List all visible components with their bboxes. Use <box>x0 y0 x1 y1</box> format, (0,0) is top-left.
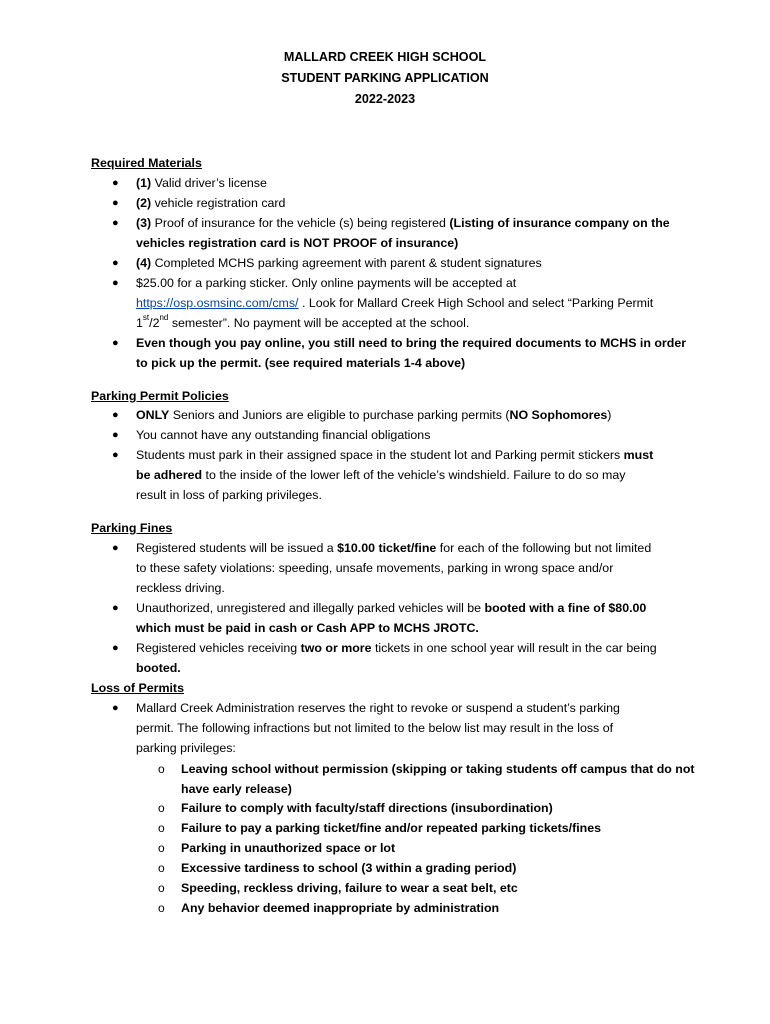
list-item: $25.00 for a parking sticker. Only online payments will be accepted at <box>136 276 517 290</box>
list-item: Registered students will be issued a $10.00 ticket/fine for each of the following but not limited <box>136 541 652 555</box>
sub-list-item: Any behavior deemed inappropriate by administration <box>181 901 500 915</box>
list-item: (1) Valid driver’s license <box>136 176 267 190</box>
sub-bullet-icon: o <box>158 881 165 895</box>
sub-list-item: Leaving school without permission (skipping or taking students off campus that do not <box>181 762 695 776</box>
list-item-continuation: https://osp.osmsinc.com/cms/ . Look for Mallard Creek High School and select “Parking Permit <box>136 296 654 310</box>
list-item: Registered vehicles receiving two or more tickets in one school year will result in the car being <box>136 641 657 655</box>
required-materials-heading: Required Materials <box>91 156 202 170</box>
fines-heading: Parking Fines <box>91 521 173 535</box>
payment-link[interactable]: https://osp.osmsinc.com/cms/ <box>136 296 299 310</box>
bullet-icon: ● <box>112 177 119 189</box>
bullet-icon: ● <box>112 337 119 349</box>
list-item-continuation: permit. The following infractions but not limited to the below list may result in the loss of <box>136 721 614 735</box>
school-name: MALLARD CREEK HIGH SCHOOL <box>283 50 487 64</box>
list-item: You cannot have any outstanding financial obligations <box>136 428 431 442</box>
sub-list-item: Excessive tardiness to school (3 within a grading period) <box>181 861 517 875</box>
sub-list-item: Parking in unauthorized space or lot <box>181 841 396 855</box>
bullet-icon: ● <box>112 277 119 289</box>
sub-bullet-icon: o <box>158 762 165 776</box>
bullet-icon: ● <box>112 197 119 209</box>
bullet-icon: ● <box>112 602 119 614</box>
list-item: Students must park in their assigned space in the student lot and Parking permit stickers must <box>136 448 654 462</box>
policies-heading: Parking Permit Policies <box>91 389 229 403</box>
list-item: (2) vehicle registration card <box>136 196 286 210</box>
bullet-icon: ● <box>112 409 119 421</box>
sub-bullet-icon: o <box>158 841 165 855</box>
list-item-continuation: reckless driving. <box>136 581 225 595</box>
bullet-icon: ● <box>112 449 119 461</box>
bullet-icon: ● <box>112 217 119 229</box>
school-year: 2022-2023 <box>354 92 416 106</box>
list-item: (3) Proof of insurance for the vehicle (s) being registered (Listing of insurance company on the <box>136 216 670 230</box>
sub-bullet-icon: o <box>158 821 165 835</box>
bullet-icon: ● <box>112 642 119 654</box>
sub-list-item: Failure to comply with faculty/staff directions (insubordination) <box>181 801 553 815</box>
sub-bullet-icon: o <box>158 801 165 815</box>
list-item: Unauthorized, unregistered and illegally parked vehicles will be booted with a fine of $80.00 <box>136 601 647 615</box>
bullet-icon: ● <box>112 542 119 554</box>
list-item-continuation: parking privileges: <box>136 741 236 755</box>
loss-of-permits-heading: Loss of Permits <box>91 681 184 695</box>
sub-list-item-continuation: have early release) <box>181 782 292 796</box>
bullet-icon: ● <box>112 257 119 269</box>
list-item: Mallard Creek Administration reserves the right to revoke or suspend a student’s parking <box>136 701 620 715</box>
bullet-icon: ● <box>112 702 119 714</box>
list-item-continuation: which must be paid in cash or Cash APP to MCHS JROTC. <box>136 621 479 635</box>
list-item-continuation: to these safety violations: speeding, unsafe movements, parking in wrong space and/or <box>136 561 614 575</box>
list-item-continuation: be adhered to the inside of the lower left of the vehicle’s windshield. Failure to do so may <box>136 468 626 482</box>
sub-list-item: Speeding, reckless driving, failure to wear a seat belt, etc <box>181 881 518 895</box>
list-item: (4) Completed MCHS parking agreement with parent & student signatures <box>136 256 542 270</box>
list-item-continuation: 1st/2nd semester”. No payment will be accepted at the school. <box>136 313 470 330</box>
list-item-continuation: booted. <box>136 661 181 675</box>
sub-bullet-icon: o <box>158 861 165 875</box>
bullet-icon: ● <box>112 429 119 441</box>
list-item: ONLY Seniors and Juniors are eligible to purchase parking permits (NO Sophomores) <box>136 408 612 422</box>
list-item-continuation: to pick up the permit. (see required materials 1-4 above) <box>136 356 466 370</box>
sub-bullet-icon: o <box>158 901 165 915</box>
application-title: STUDENT PARKING APPLICATION <box>281 71 489 85</box>
list-item-continuation: vehicles registration card is NOT PROOF of insurance) <box>136 236 459 250</box>
list-item: Even though you pay online, you still need to bring the required documents to MCHS in order <box>136 336 687 350</box>
list-item-continuation: result in loss of parking privileges. <box>136 488 322 502</box>
sub-list-item: Failure to pay a parking ticket/fine and/or repeated parking tickets/fines <box>181 821 602 835</box>
